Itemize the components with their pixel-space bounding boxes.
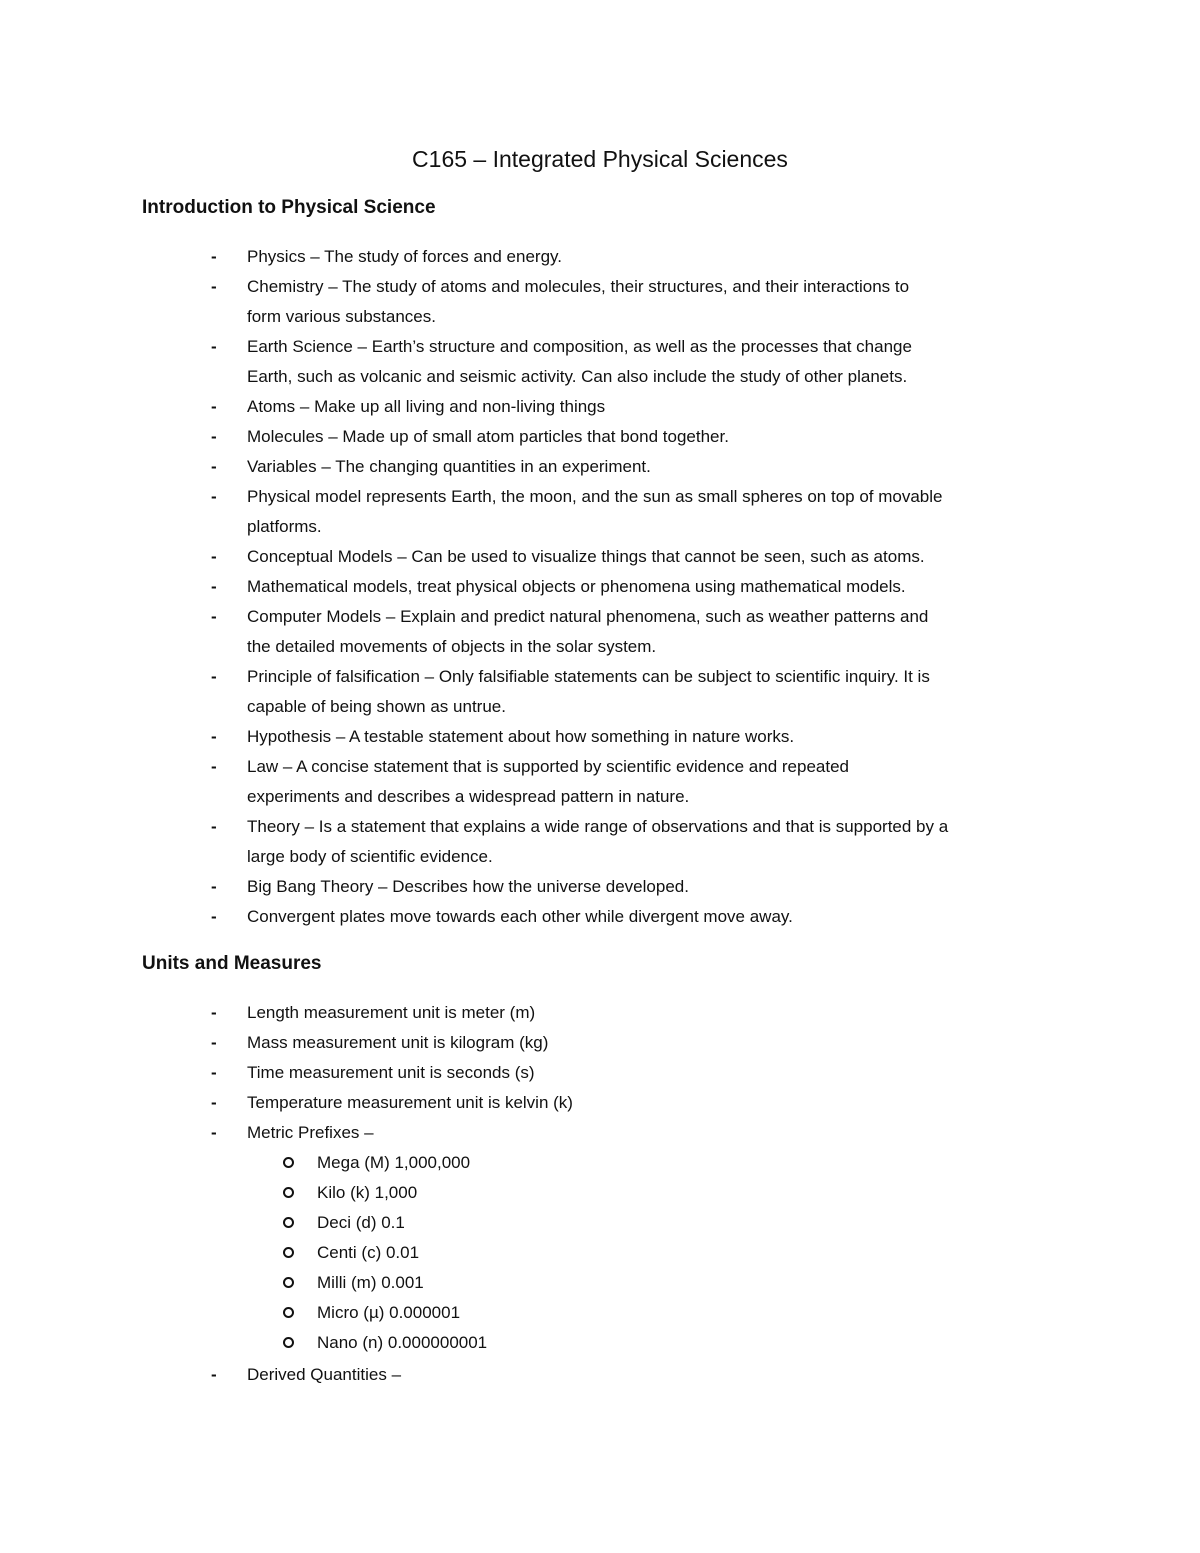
list-item-text: Molecules – Made up of small atom particles that bond together. (247, 427, 729, 446)
list-item-text: Earth, such as volcanic and seismic activity. Can also include the study of other planets. (247, 367, 908, 386)
dash-bullet-icon: - (211, 457, 217, 476)
sub-list-item-text: Kilo (k) 1,000 (317, 1183, 418, 1202)
sub-list-item (283, 1148, 683, 1178)
list-item (211, 812, 1071, 872)
list-item-text: Physical model represents Earth, the moon, and the sun as small spheres on top of movable (247, 487, 943, 506)
hollow-circle-bullet-icon (283, 1307, 294, 1318)
list-item (211, 422, 1071, 452)
sub-list-item-text: Micro (µ) 0.000001 (317, 1303, 461, 1322)
list-item-text: Derived Quantities – (247, 1365, 402, 1384)
list-item-text: Law – A concise statement that is supported by scientific evidence and repeated (247, 757, 849, 776)
list-item-text: Hypothesis – A testable statement about how something in nature works. (247, 727, 795, 746)
dash-bullet-icon: - (211, 1123, 217, 1142)
list-item (211, 752, 1071, 812)
list-item (211, 452, 1071, 482)
list-item-text: the detailed movements of objects in the solar system. (247, 637, 657, 656)
list-item-text: form various substances. (247, 307, 436, 326)
dash-bullet-icon: - (211, 1003, 217, 1022)
sub-list-item-text: Deci (d) 0.1 (317, 1213, 405, 1232)
list-item-text: Mathematical models, treat physical objects or phenomena using mathematical models. (247, 577, 906, 596)
sub-list-item (283, 1298, 683, 1328)
list-item (211, 1058, 1071, 1088)
list-item (211, 332, 1071, 392)
dash-bullet-icon: - (211, 1033, 217, 1052)
hollow-circle-bullet-icon (283, 1157, 294, 1168)
dash-bullet-icon: - (211, 577, 217, 596)
list-item-text: Convergent plates move towards each other while divergent move away. (247, 907, 793, 926)
list-item (211, 392, 1071, 422)
hollow-circle-bullet-icon (283, 1277, 294, 1288)
dash-bullet-icon: - (211, 427, 217, 446)
dash-bullet-icon: - (211, 1063, 217, 1082)
list-item (211, 902, 1071, 932)
list-item (211, 602, 1071, 662)
dash-bullet-icon: - (211, 757, 217, 776)
dash-bullet-icon: - (211, 547, 217, 566)
document-title: C165 – Integrated Physical Sciences (412, 146, 788, 172)
list-item-text: Length measurement unit is meter (m) (247, 1003, 536, 1022)
dash-bullet-icon: - (211, 337, 217, 356)
sub-list-item-text: Nano (n) 0.000000001 (317, 1333, 488, 1352)
hollow-circle-bullet-icon (283, 1337, 294, 1348)
list-item-text: Physics – The study of forces and energy. (247, 247, 562, 266)
dash-bullet-icon: - (211, 487, 217, 506)
dash-bullet-icon: - (211, 1365, 217, 1384)
list-item-text: large body of scientific evidence. (247, 847, 493, 866)
list-item-text: experiments and describes a widespread pattern in nature. (247, 787, 690, 806)
sub-list-item (283, 1268, 683, 1298)
list-item (211, 242, 1071, 272)
hollow-circle-bullet-icon (283, 1217, 294, 1228)
hollow-circle-bullet-icon (283, 1187, 294, 1198)
dash-bullet-icon: - (211, 877, 217, 896)
list-item-text: Conceptual Models – Can be used to visualize things that cannot be seen, such as atoms. (247, 547, 925, 566)
section-heading: Introduction to Physical Science (142, 197, 436, 218)
list-item (211, 1360, 1071, 1390)
sub-list-item-text: Centi (c) 0.01 (317, 1243, 420, 1262)
list-item (211, 542, 1071, 572)
list-item-text: Earth Science – Earth’s structure and composition, as well as the processes that change (247, 337, 912, 356)
sub-list-item (283, 1208, 683, 1238)
list-item (211, 1118, 1071, 1148)
list-item-text: Time measurement unit is seconds (s) (247, 1063, 535, 1082)
sub-list-item (283, 1178, 683, 1208)
list-item-text: capable of being shown as untrue. (247, 697, 506, 716)
dash-bullet-icon: - (211, 727, 217, 746)
sub-list-item-text: Milli (m) 0.001 (317, 1273, 424, 1292)
list-item (211, 1088, 1071, 1118)
list-item-text: Metric Prefixes – (247, 1123, 374, 1142)
list-item-text: Big Bang Theory – Describes how the universe developed. (247, 877, 689, 896)
list-item (211, 662, 1071, 722)
dash-bullet-icon: - (211, 1093, 217, 1112)
list-item (211, 872, 1071, 902)
list-item-text: Variables – The changing quantities in an experiment. (247, 457, 651, 476)
list-item (211, 1028, 1071, 1058)
list-item-text: Chemistry – The study of atoms and molecules, their structures, and their interactions to (247, 277, 910, 296)
dash-bullet-icon: - (211, 397, 217, 416)
dash-bullet-icon: - (211, 607, 217, 626)
dash-bullet-icon: - (211, 277, 217, 296)
list-item-text: platforms. (247, 517, 322, 536)
section-heading: Units and Measures (142, 953, 322, 974)
dash-bullet-icon: - (211, 907, 217, 926)
list-item-text: Temperature measurement unit is kelvin (k) (247, 1093, 573, 1112)
list-item-text: Principle of falsification – Only falsifiable statements can be subject to scientific inquiry. It is (247, 667, 930, 686)
list-item (211, 998, 1071, 1028)
sub-list-item (283, 1328, 683, 1358)
hollow-circle-bullet-icon (283, 1247, 294, 1258)
dash-bullet-icon: - (211, 247, 217, 266)
list-item-text: Theory – Is a statement that explains a wide range of observations and that is supported by a (247, 817, 949, 836)
list-item-text: Computer Models – Explain and predict natural phenomena, such as weather patterns and (247, 607, 929, 626)
list-item-text: Atoms – Make up all living and non-living things (247, 397, 606, 416)
list-item (211, 572, 1071, 602)
sub-list-item-text: Mega (M) 1,000,000 (317, 1153, 471, 1172)
list-item (211, 272, 1071, 332)
list-item-text: Mass measurement unit is kilogram (kg) (247, 1033, 549, 1052)
dash-bullet-icon: - (211, 817, 217, 836)
sub-list-item (283, 1238, 683, 1268)
dash-bullet-icon: - (211, 667, 217, 686)
list-item (211, 722, 1071, 752)
list-item (211, 482, 1071, 542)
